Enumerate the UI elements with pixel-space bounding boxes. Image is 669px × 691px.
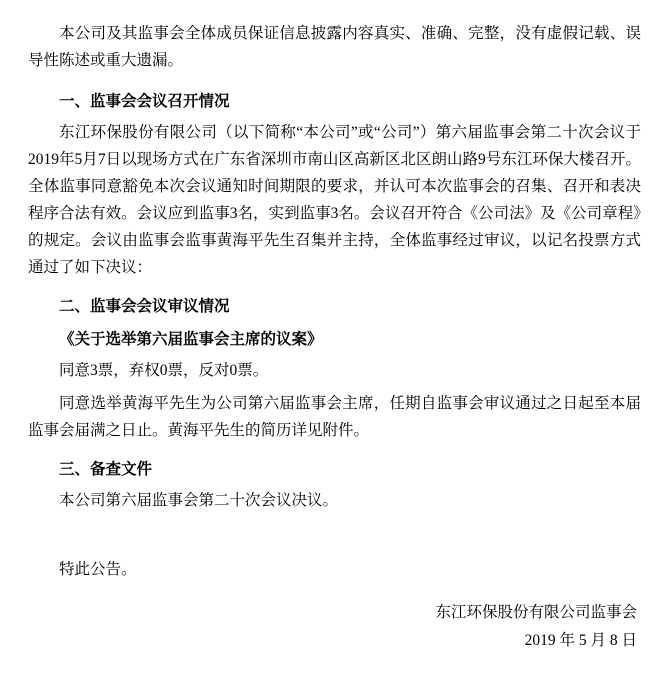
section-2-paragraph-1: 同意3票，弃权0票，反对0票。	[59, 362, 269, 379]
signature-line: 东江环保股份有限公司监事会	[435, 604, 637, 621]
document-date: 2019 年 5 月 8 日	[524, 632, 637, 649]
spacer-small	[28, 589, 641, 599]
section-3-paragraph-1: 本公司第六届监事会第二十次会议决议。	[59, 492, 339, 509]
lead-statement: 本公司及其监事会全体成员保证信息披露内容真实、准确、完整，没有虚假记载、误导性陈述或重大遗漏。	[28, 25, 641, 69]
proposal-title: 《关于选举第六届监事会主席的议案》	[59, 331, 323, 348]
section-heading-1: 一、监事会会议召开情况	[59, 93, 230, 110]
section-heading-2: 二、监事会会议审议情况	[59, 298, 230, 315]
section-2-paragraph-2: 同意选举黄海平先生为公司第六届监事会主席，任期自监事会审议通过之日起至本届监事会届满之日止。黄海平先生的简历详见附件。	[28, 395, 641, 439]
closing-statement: 特此公告。	[59, 561, 137, 578]
spacer	[28, 520, 641, 556]
section-1-paragraph-1: 东江环保股份有限公司（以下简称“本公司”或“公司”）第六届监事会第二十次会议于2019年5月7日以现场方式在广东省深圳市南山区高新区北区朗山路9号东江环保大楼召开。全体监事同意豁免本次会议通知时间期限的要求，并认可本次监事会的召集、召开和表决程序合法有效。会议应到监事3名，实到监事3名。会议召开符合《公司法》及《公司章程》的规定。会议由监事会监事黄海平先生召集并主持，全体监事经过审议，以记名投票方式通过了如下决议：	[28, 124, 641, 276]
section-heading-3: 三、备查文件	[59, 461, 153, 478]
